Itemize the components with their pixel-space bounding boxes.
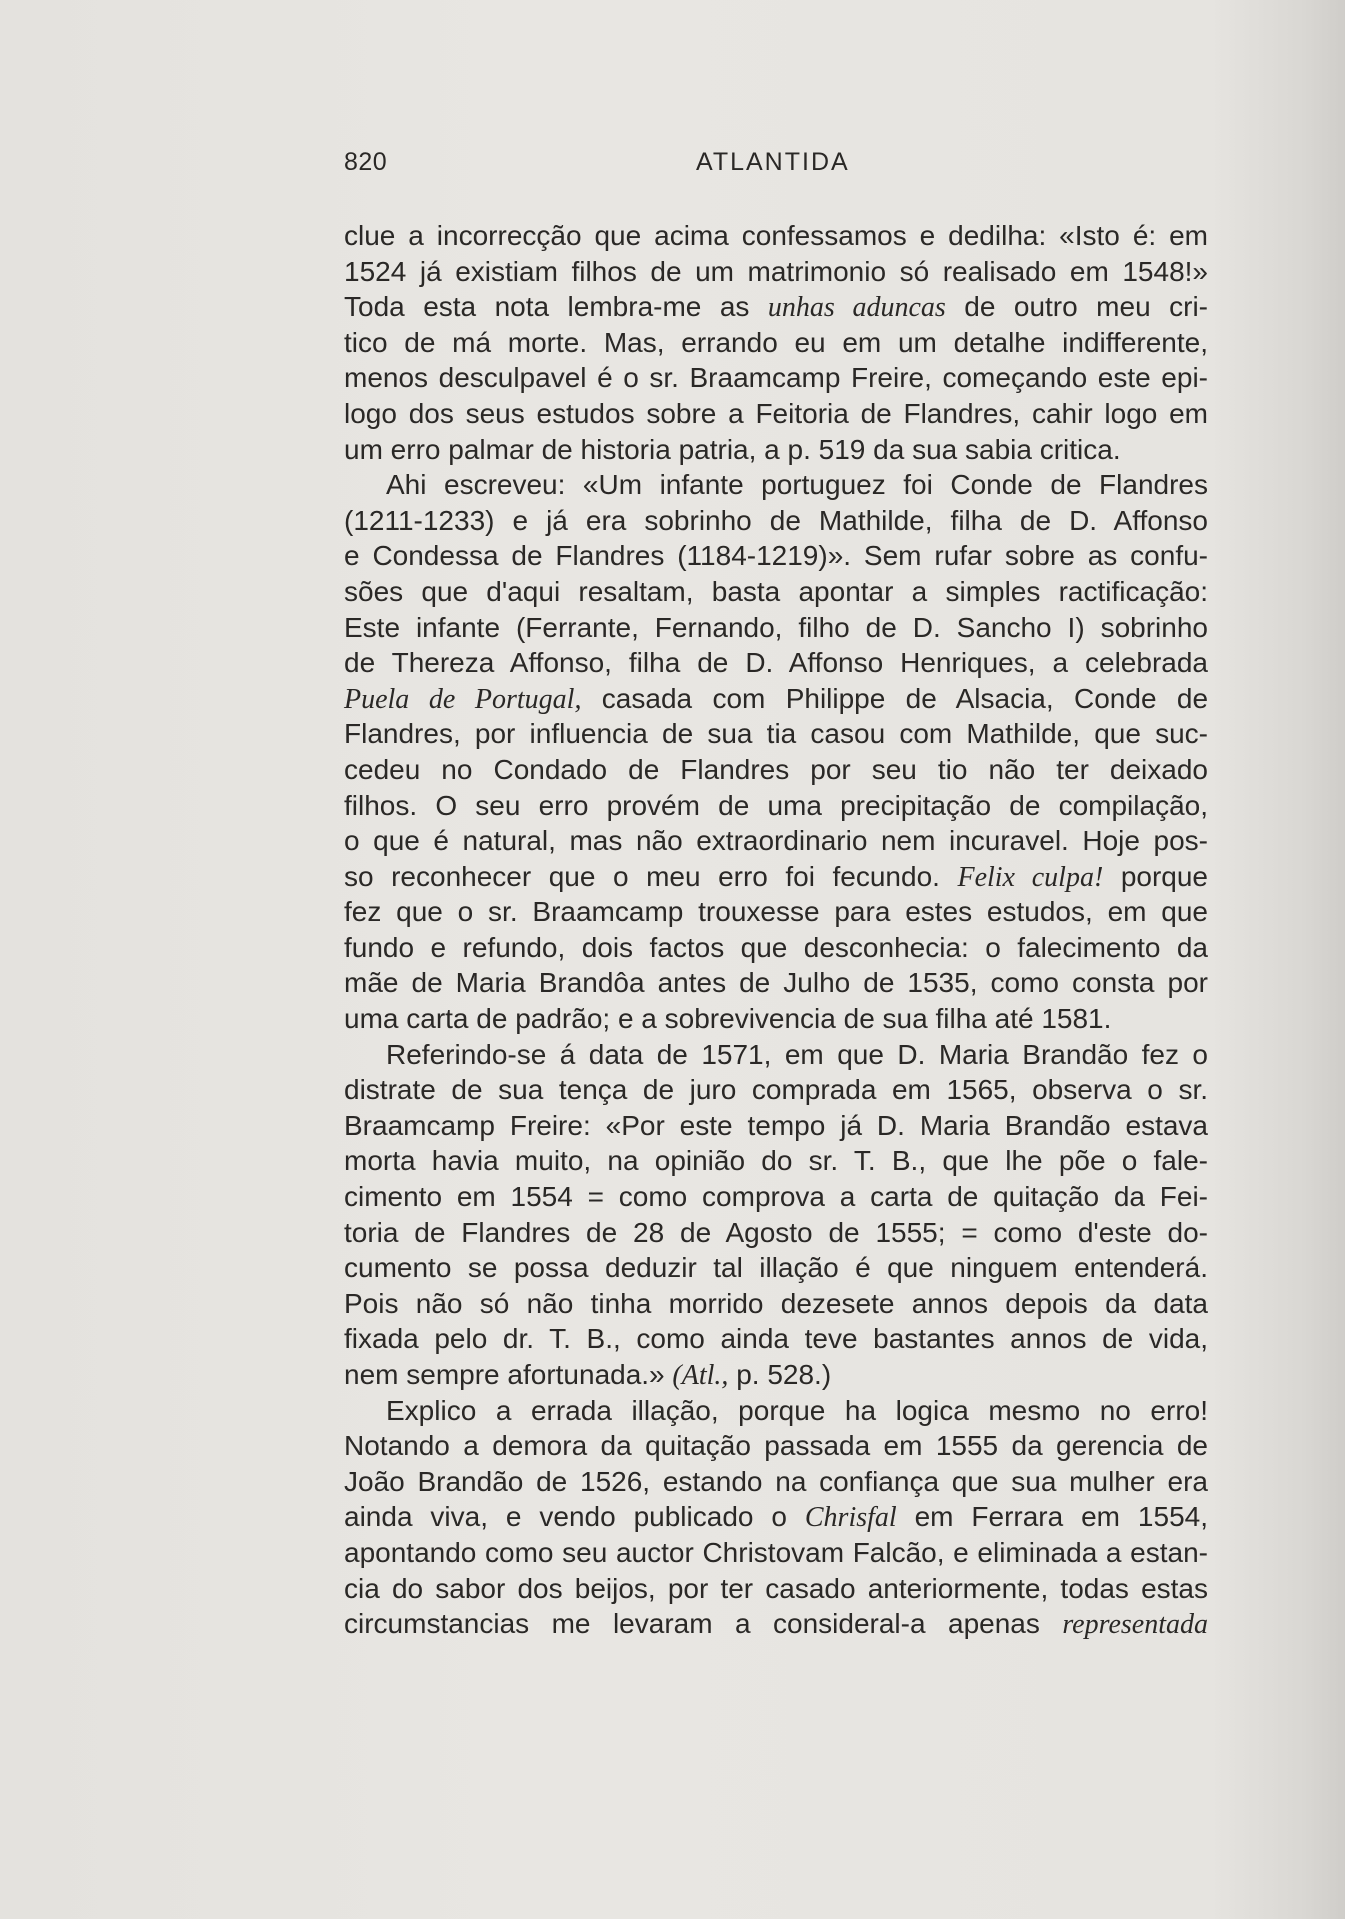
text-segment: ainda viva, e vendo publicado o: [344, 1501, 805, 1533]
text-line: [344, 681, 1208, 717]
text-line: [344, 503, 1208, 539]
text-segment: cimento em 1554 = como comprova a carta de quitação da Fei-: [344, 1181, 1208, 1213]
text-line: [344, 1215, 1208, 1251]
text-line: [344, 1321, 1208, 1357]
text-line: [344, 1108, 1208, 1144]
text-line: [344, 930, 1208, 966]
text-line: [344, 1535, 1208, 1571]
italic-text: representada: [1062, 1609, 1208, 1641]
text-line: [344, 360, 1208, 396]
text-line: [344, 574, 1208, 610]
text-segment: Explico a errada illação, porque ha logica mesmo no erro!: [386, 1394, 1208, 1426]
italic-text: unhas aduncas: [767, 292, 946, 324]
text-line: [344, 1037, 1208, 1073]
text-line: [344, 254, 1208, 290]
text-segment: de Thereza Affonso, filha de D. Affonso Henriques, a celebrada: [344, 647, 1208, 679]
text-segment: Braamcamp Freire: «Por este tempo já D. Maria Brandão estava: [344, 1109, 1208, 1141]
text-segment: cia do sabor dos beijos, por ter casado anteriormente, todas estas: [344, 1572, 1208, 1604]
text-segment: Ahi escreveu: «Um infante portuguez foi Conde de Flandres: [386, 469, 1208, 501]
text-line: [344, 965, 1208, 1001]
text-segment: fundo e refundo, dois factos que desconhecia: o falecimento da: [344, 931, 1208, 963]
text-segment: Este infante (Ferrante, Fernando, filho de D. Sancho I) sobrinho: [344, 611, 1208, 643]
text-segment: toria de Flandres de 28 de Agosto de 1555; = como d'este do-: [344, 1216, 1208, 1248]
text-line: [344, 1179, 1208, 1215]
text-segment: (1211-1233) e já era sobrinho de Mathilde, filha de D. Affonso: [344, 504, 1208, 536]
text-segment: fez que o sr. Braamcamp trouxesse para estes estudos, em que: [344, 896, 1208, 928]
text-line: [344, 1072, 1208, 1108]
text-segment: filhos. O seu erro provém de uma precipitação de compilação,: [344, 789, 1208, 821]
text-line: [344, 1571, 1208, 1607]
italic-text: Chrisfal: [804, 1502, 897, 1534]
text-line: [344, 325, 1208, 361]
text-line: [344, 1143, 1208, 1179]
italic-text: (Atl.,: [672, 1360, 729, 1391]
text-segment: Toda esta nota lembra-me as: [344, 291, 768, 323]
text-segment: Notando a demora da quitação passada em 1555 da gerencia de: [344, 1430, 1208, 1462]
text-line: [344, 432, 1208, 468]
text-line: [344, 1250, 1208, 1286]
text-segment: cedeu no Condado de Flandres por seu tio não ter deixado: [344, 753, 1208, 785]
text-line: [344, 1393, 1208, 1429]
page-number: 820: [344, 148, 388, 176]
text-segment: tico de má morte. Mas, errando eu em um detalhe indifferente,: [344, 326, 1208, 358]
text-line: [344, 1428, 1208, 1464]
text-line: [344, 610, 1208, 646]
text-line: [344, 467, 1208, 503]
text-line: [344, 538, 1208, 574]
text-line: [344, 788, 1208, 824]
text-line: [344, 716, 1208, 752]
text-segment: um erro palmar de historia patria, a p. 519 da sua sabia critica.: [344, 433, 1121, 465]
text-segment: casada com Philippe de Alsacia, Conde de: [581, 682, 1209, 714]
text-line: [344, 645, 1208, 681]
text-line: [344, 1499, 1208, 1535]
text-segment: sões que d'aqui resaltam, basta apontar a simples ractificação:: [344, 575, 1208, 607]
text-segment: de outro meu cri-: [945, 291, 1208, 323]
body-text: [344, 218, 1208, 1642]
text-line: [344, 1606, 1208, 1642]
text-segment: cumento se possa deduzir tal illação é que ninguem entenderá.: [344, 1252, 1208, 1284]
text-line: [344, 823, 1208, 859]
text-segment: so reconhecer que o meu erro foi fecundo.: [344, 860, 958, 892]
italic-text: Puela de Portugal,: [344, 683, 582, 715]
text-segment: Pois não só não tinha morrido dezesete annos depois da data: [344, 1287, 1208, 1319]
text-segment: distrate de sua tença de juro comprada em 1565, observa o sr.: [344, 1074, 1208, 1106]
text-line: [344, 894, 1208, 930]
page-header: [344, 148, 984, 188]
text-segment: 1524 já existiam filhos de um matrimonio só realisado em 1548!»: [344, 255, 1208, 287]
text-segment: porque: [1103, 860, 1208, 892]
text-line: [344, 1464, 1208, 1500]
text-line: [344, 1286, 1208, 1322]
text-line: [344, 1001, 1208, 1037]
text-segment: nem sempre afortunada.»: [344, 1359, 673, 1390]
text-segment: p. 528.): [728, 1359, 832, 1390]
text-segment: menos desculpavel é o sr. Braamcamp Freire, começando este epi-: [344, 362, 1208, 394]
text-segment: mãe de Maria Brandôa antes de Julho de 1535, como consta por: [344, 967, 1208, 999]
text-segment: uma carta de padrão; e a sobrevivencia de sua filha até 1581.: [344, 1003, 1112, 1035]
italic-text: Felix culpa!: [957, 861, 1104, 893]
text-segment: João Brandão de 1526, estando na confiança que sua mulher era: [344, 1465, 1208, 1497]
text-segment: em Ferrara em 1554,: [896, 1501, 1208, 1533]
text-segment: e Condessa de Flandres (1184-1219)». Sem rufar sobre as confu-: [344, 540, 1208, 572]
running-title: ATLANTIDA: [696, 148, 850, 176]
text-line: [344, 752, 1208, 788]
text-line: [344, 218, 1208, 254]
text-segment: logo dos seus estudos sobre a Feitoria de Flandres, cahir logo em: [344, 397, 1208, 429]
text-segment: apontando como seu auctor Christovam Falcão, e eliminada a estan-: [344, 1536, 1208, 1568]
text-segment: circumstancias me levaram a consideral-a apenas: [344, 1608, 1063, 1640]
text-segment: Referindo-se á data de 1571, em que D. Maria Brandão fez o: [386, 1038, 1208, 1070]
text-segment: fixada pelo dr. T. B., como ainda teve bastantes annos de vida,: [344, 1323, 1208, 1355]
text-segment: Flandres, por influencia de sua tia casou com Mathilde, que suc-: [344, 718, 1208, 750]
text-line: [344, 396, 1208, 432]
text-segment: o que é natural, mas não extraordinario nem incuravel. Hoje pos-: [344, 825, 1208, 857]
text-segment: clue a incorrecção que acima confessamos e dedilha: «Isto é: em: [344, 220, 1208, 251]
text-line: [344, 1357, 1208, 1393]
text-line: [344, 289, 1208, 325]
text-line: [344, 859, 1208, 895]
text-segment: morta havia muito, na opinião do sr. T. B., que lhe põe o fale-: [344, 1145, 1208, 1177]
